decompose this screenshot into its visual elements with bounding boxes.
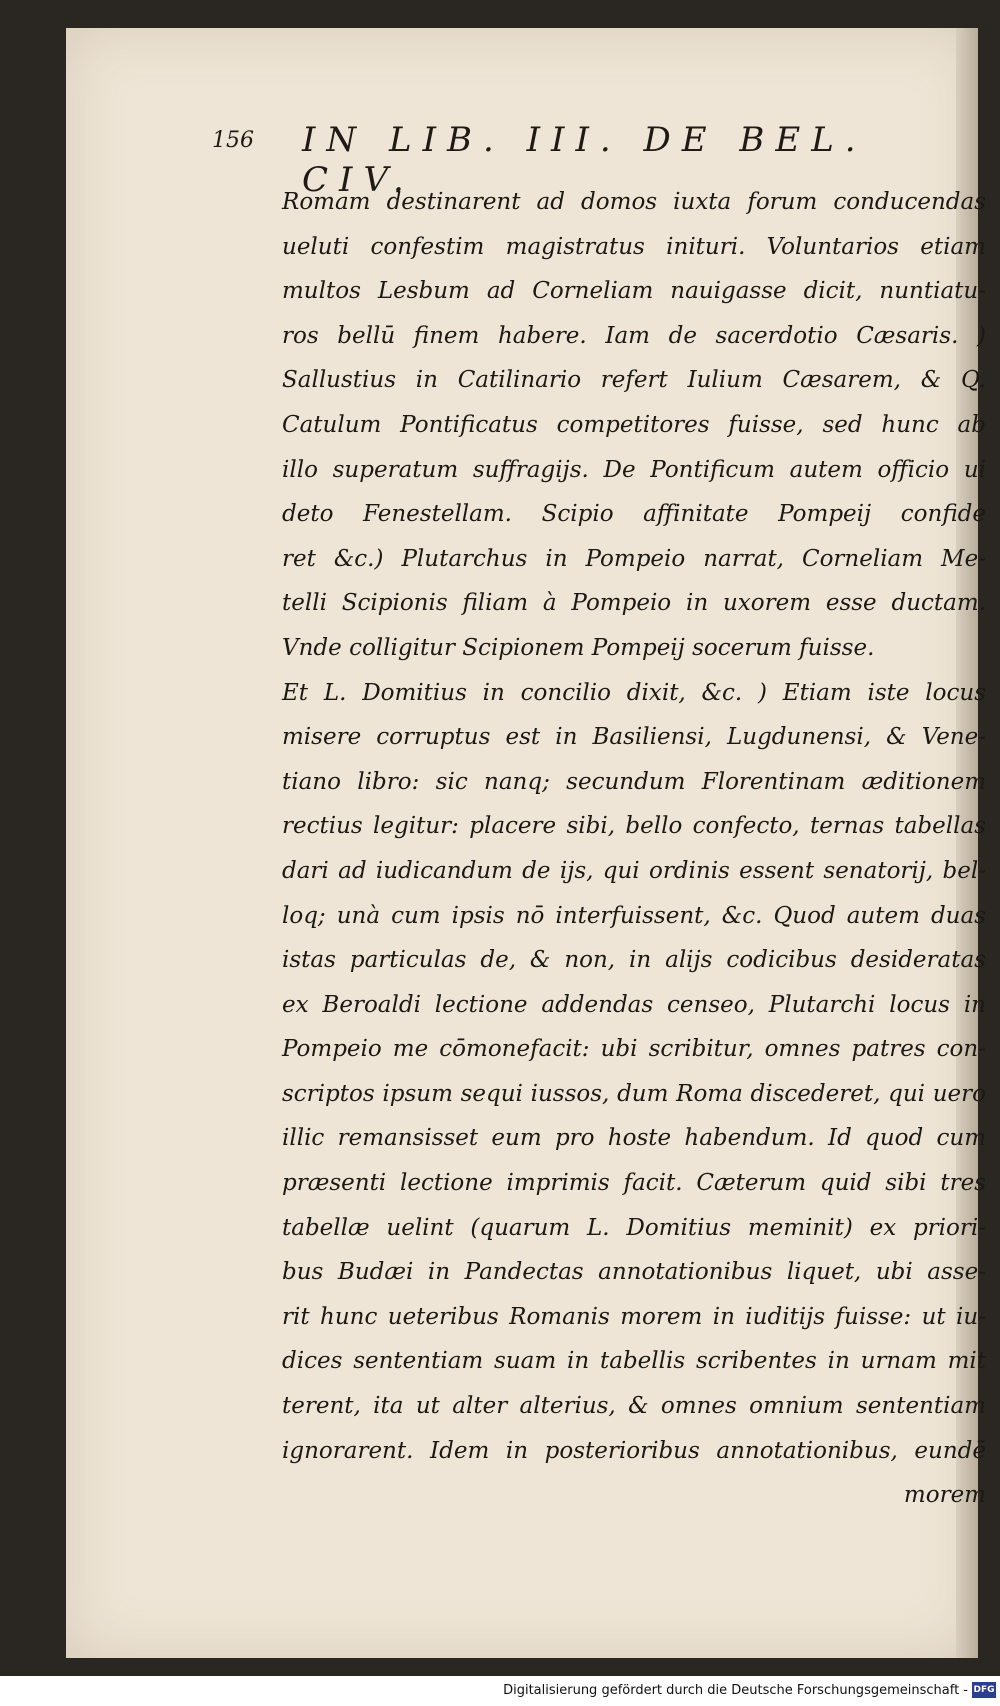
text-line: istas particulas de, & non, in alijs codicibus desideratas bbox=[282, 947, 986, 974]
text-line: illic remansisset eum pro hoste habendum. Id quod cum bbox=[282, 1125, 986, 1152]
text-line: misere corruptus est in Basiliensi, Lugdunensi, & Vene- bbox=[282, 724, 986, 751]
text-line: Et L. Domitius in concilio dixit, &c. ) Etiam iste locus bbox=[282, 679, 986, 706]
text-line: Sallustius in Catilinario refert Iulium Cæsarem, & Q. bbox=[282, 367, 986, 394]
text-line: ueluti confestim magistratus inituri. Voluntarios etiam bbox=[282, 233, 986, 260]
text-line: ret &c.) Plutarchus in Pompeio narrat, Corneliam Me- bbox=[282, 545, 986, 572]
text-line: Vnde colligitur Scipionem Pompeij socerum fuisse. bbox=[282, 634, 875, 661]
text-line: Catulum Pontificatus competitores fuisse, sed hunc ab bbox=[282, 411, 986, 438]
text-line: terent, ita ut alter alterius, & omnes omnium sententiam bbox=[282, 1393, 986, 1420]
text-line: telli Scipionis filiam à Pompeio in uxorem esse ductam. bbox=[282, 590, 986, 617]
text-line: ex Beroaldi lectione addendas censeo, Plutarchi locus in bbox=[282, 991, 986, 1018]
text-line: dices sententiam suam in tabellis scribentes in urnam mit bbox=[282, 1348, 986, 1375]
page-header bbox=[212, 120, 952, 200]
running-head: IN LIB. III. DE BEL. CIV. bbox=[302, 120, 867, 200]
dfg-logo: DFG bbox=[972, 1682, 996, 1698]
text-line: illo superatum suffragijs. De Pontificum autem officio ui bbox=[282, 456, 986, 483]
text-line: bus Budæi in Pandectas annotationibus liquet, ubi asse- bbox=[282, 1259, 986, 1286]
text-line: tabellæ uelint (quarum L. Domitius meminit) ex priori- bbox=[282, 1214, 986, 1241]
text-line: tiano libro: sic nanq; secundum Florentinam æditionem bbox=[282, 768, 986, 795]
text-line: ros bellū finem habere. Iam de sacerdotio Cæsaris. ) bbox=[282, 322, 986, 349]
text-line: loq; unà cum ipsis nō interfuissent, &c. Quod autem duas bbox=[282, 902, 986, 929]
text-line: multos Lesbum ad Corneliam nauigasse dicit, nuntiatu- bbox=[282, 278, 986, 305]
text-line: præsenti lectione imprimis facit. Cæterum quid sibi tres bbox=[282, 1170, 986, 1197]
text-line: scriptos ipsum sequi iussos, dum Roma discederet, qui uero bbox=[282, 1080, 986, 1107]
page-number: 156 bbox=[212, 128, 254, 153]
funding-credit: Digitalisierung gefördert durch die Deutsche Forschungsgemeinschaft - bbox=[503, 1683, 968, 1698]
text-line: deto Fenestellam. Scipio affinitate Pompeij confide bbox=[282, 501, 986, 528]
body-text bbox=[282, 180, 986, 1518]
catchword: morem bbox=[903, 1482, 986, 1509]
digitization-footer bbox=[0, 1676, 1000, 1706]
text-line: ignorarent. Idem in posterioribus annotationibus, eundē bbox=[282, 1437, 986, 1464]
text-line: dari ad iudicandum de ijs, qui ordinis essent senatorij, bel- bbox=[282, 857, 986, 884]
text-line: rectius legitur: placere sibi, bello confecto, ternas tabellas bbox=[282, 813, 986, 840]
text-line: Pompeio me cōmonefacit: ubi scribitur, omnes patres con- bbox=[282, 1036, 986, 1063]
text-line: rit hunc ueteribus Romanis morem in iuditijs fuisse: ut iu- bbox=[282, 1303, 986, 1330]
text-line: Romam destinarent ad domos iuxta forum conducendas bbox=[282, 189, 986, 215]
